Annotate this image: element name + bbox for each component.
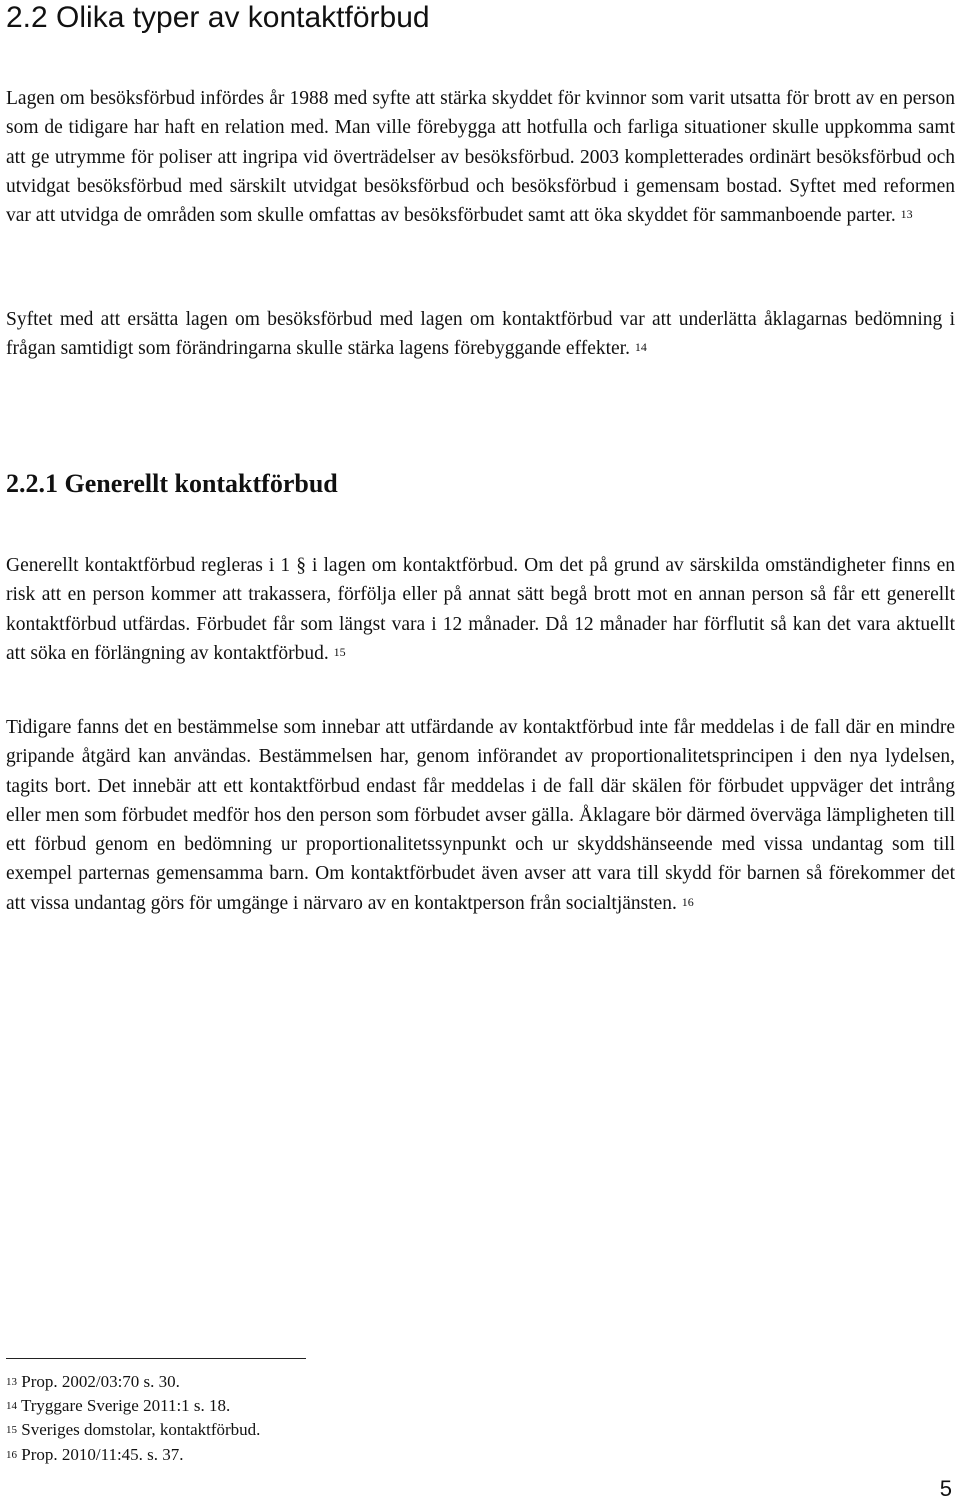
footnote-number: 13: [6, 1376, 17, 1388]
subsection-heading: 2.2.1 Generellt kontaktförbud: [6, 469, 338, 498]
footnote-text: Sveriges domstolar, kontaktförbud.: [21, 1420, 261, 1440]
footnotes: [6, 1370, 606, 1467]
paragraph-text: Lagen om besöksförbud infördes år 1988 med syfte att stärka skyddet för kvinnor som varit utsatta för brott av en person som de tidigare har haft en relation med. Man ville förebygga att hotfulla och farliga situationer skulle uppkomma samt att ge utrymme för poliser att ingripa vid överträdelser av besöksförbud. 2003 kompletterades ordinärt besöksförbud och utvidgat besöksförbud med särskilt utvidgat besöksförbud och besöksförbud i gemensam bostad. Syftet med reformen var att utvidga de områden som skulle omfattas av besöksförbudet samt att öka skyddet för sammanboende parter.: [6, 88, 955, 227]
footnote-13: [6, 1370, 606, 1394]
footnote-16: [6, 1443, 606, 1467]
footnote-number: 15: [6, 1424, 17, 1437]
paragraph-text: Syftet med att ersätta lagen om besöksförbud med lagen om kontaktförbud var att underlätta åklagarnas bedömning i frågan samtidigt som förändringarna skulle stärka lagens förebyggande effekter.: [6, 309, 955, 360]
paragraph-generellt-kontaktforbud: [6, 551, 955, 668]
footnote-14: [6, 1394, 606, 1418]
footnote-number: 16: [6, 1448, 17, 1461]
paragraph-reform-purpose: [6, 305, 955, 364]
section-heading: 2.2 Olika typer av kontaktförbud: [6, 1, 430, 34]
footnote-number: 14: [6, 1400, 17, 1413]
paragraph-proportionalitet: [6, 713, 955, 918]
footnote-ref: 14: [634, 340, 647, 355]
page-number: 5: [939, 1476, 952, 1501]
footnote-ref: 15: [333, 644, 346, 659]
footnote-text: Prop. 2010/11:45. s. 37.: [21, 1444, 184, 1464]
footnote-divider: [6, 1358, 306, 1359]
footnote-ref: 13: [900, 207, 913, 222]
paragraph-text: Generellt kontaktförbud regleras i 1 § i lagen om kontaktförbud. Om det på grund av särskilda omständigheter finns en risk att en person kommer att trakassera, förfölja eller på annat sätt begå brott mot en annan person så får ett generellt kontaktförbud utfärdas. Förbudet får som längst vara i 12 månader. Då 12 månader har förflutit så kan det vara aktuellt att söka en förlängning av kontaktförbud.: [6, 555, 955, 664]
footnote-text: Tryggare Sverige 2011:1 s. 18.: [20, 1396, 231, 1416]
footnote-ref: 16: [681, 894, 694, 909]
footnote-15: [6, 1418, 606, 1442]
footnote-text: Prop. 2002/03:70 s. 30.: [21, 1372, 180, 1391]
paragraph-besoksforbud-history: [6, 84, 955, 230]
paragraph-text: Tidigare fanns det en bestämmelse som innebar att utfärdande av kontaktförbud inte får meddelas i de fall där en mindre gripande åtgärd kan användas. Bestämmelsen har, genom införandet av proportionalitetsprincipen i den nya lydelsen, tagits bort. Det innebär att ett kontaktförbud endast får meddelas i de fall där skälen för förbudet uppväger det intrång eller men som förbudet medför hos den person som förbudet avser gälla. Åklagare bör därmed överväga lämpligheten till ett förbud genom en bedömning ur proportionalitetssynpunkt och ur skyddshänseende med vissa undantag som till exempel parternas gemensamma barn. Om kontaktförbudet även avser att vara till skydd för barnen så förekommer det att vissa undantag görs för umgänge i närvaro av en kontaktperson från socialtjänsten.: [6, 717, 955, 914]
